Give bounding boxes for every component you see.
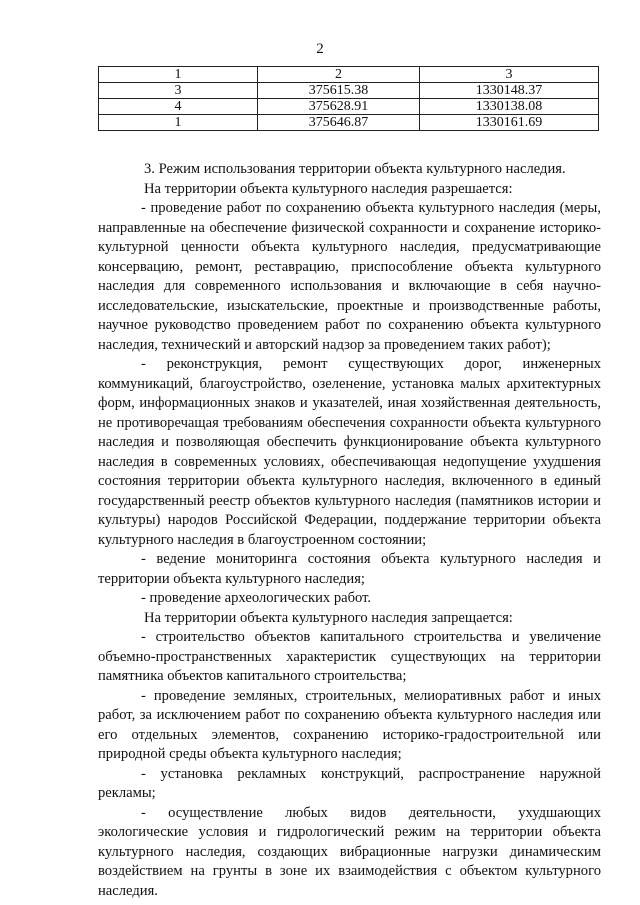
prohibited-intro: На территории объекта культурного наследия запрещается: xyxy=(144,609,513,626)
list-item: - реконструкция, ремонт существующих дорог, инженерных коммуникаций, благоустройство, озеленение, установка малых архитектурных форм, информационных знаков и указателей, иная хозяйственная деятельность, не противоречащая требованиям обеспечения сохранности объекта культурного наследия и позволяющая обеспечить функционирование объекта культурного наследия в современных условиях, обеспечивающая недопущение ухудшения состояния территории объекта культурного наследия, включенного в единый государственный реестр объектов культурного наследия (памятников истории и культуры) народов Российской Федерации, поддержание территории объекта культурного наследия в благоустроенном состоянии; xyxy=(98,356,601,548)
table-header-cell: 3 xyxy=(420,67,599,83)
table-row xyxy=(99,99,599,115)
x-coordinate-cell: 375628.91 xyxy=(258,99,420,115)
list-item: - проведение работ по сохранению объекта культурного наследия (меры, направленные на обеспечение физической сохранности и сохранение историко-культурной ценности объекта культурного наследия, предусматривающие консервацию, ремонт, реставрацию, приспособление объекта культурного наследия для современного использования и включающие в себя научно-исследовательские, изыскательские, проектные и производственные работы, научное руководство проведением работ по сохранению объекта культурного наследия, технический и авторский надзор за проведением таких работ); xyxy=(98,200,601,353)
point-number-cell: 4 xyxy=(99,99,258,115)
section-heading: 3. Режим использования территории объекта культурного наследия. xyxy=(144,161,566,177)
table-row xyxy=(99,115,599,131)
table-header-cell: 2 xyxy=(258,67,420,83)
list-item: - ведение мониторинга состояния объекта культурного наследия и территории объекта культурного наследия; xyxy=(98,551,601,587)
coordinates-table xyxy=(98,66,599,131)
page-number: 2 xyxy=(316,41,324,57)
x-coordinate-cell: 375646.87 xyxy=(258,115,420,131)
table-header-cell: 1 xyxy=(99,67,258,83)
permitted-intro: На территории объекта культурного наследия разрешается: xyxy=(144,180,513,197)
point-number-cell: 1 xyxy=(99,115,258,131)
x-coordinate-cell: 375615.38 xyxy=(258,83,420,99)
document-body xyxy=(98,160,601,901)
y-coordinate-cell: 1330138.08 xyxy=(420,99,599,115)
list-item: - осуществление любых видов деятельности, ухудшающих экологические условия и гидрологический режим на территории объекта культурного наследия, создающих вибрационные нагрузки динамическим воздействием на грунты в зоне их взаимодействия с объектом культурного наследия. xyxy=(98,804,601,899)
table-header-row xyxy=(99,67,599,83)
list-item: - установка рекламных конструкций, распространение наружной рекламы; xyxy=(98,765,601,801)
point-number-cell: 3 xyxy=(99,83,258,99)
list-item: - строительство объектов капитального строительства и увеличение объемно-пространственных характеристик существующих на территории памятника объектов капитального строительства; xyxy=(98,629,601,684)
y-coordinate-cell: 1330148.37 xyxy=(420,83,599,99)
y-coordinate-cell: 1330161.69 xyxy=(420,115,599,131)
table-row xyxy=(99,83,599,99)
list-item: - проведение земляных, строительных, мелиоративных работ и иных работ, за исключением работ по сохранению объекта культурного наследия или его отдельных элементов, сохранению историко-градостроительной или природной среды объекта культурного наследия; xyxy=(98,687,601,762)
list-item: - проведение археологических работ. xyxy=(141,590,372,606)
